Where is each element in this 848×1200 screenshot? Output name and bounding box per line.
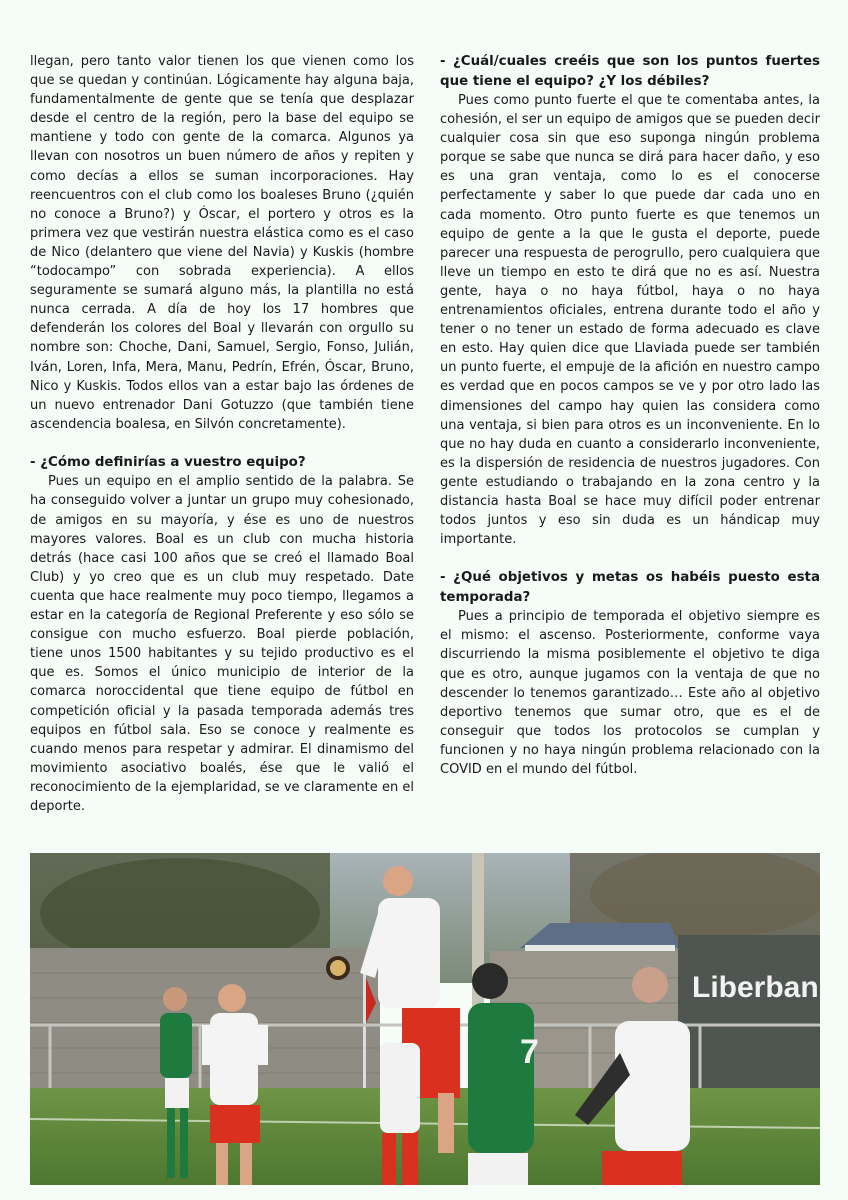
left-column	[30, 52, 414, 816]
jersey-number: 7	[520, 1033, 539, 1071]
question-season-goals: - ¿Qué objetivos y metas os habéis puesto esta temporada?	[440, 570, 820, 605]
pitch-grass	[30, 1088, 820, 1185]
question-team-definition: - ¿Cómo definirías a vuestro equipo?	[30, 454, 306, 470]
sponsor-banner-text: Liberban	[692, 971, 819, 1004]
answer-season-goals: Pues a principio de temporada el objetivo siempre es el mismo: el ascenso. Posteriormente, conforme vaya discurriendo la misma posiblemente el objetivo te diga que es otro, aunque jugamos con la ventaja de que no descender lo tenemos garantizado… Este año al objetivo deportivo tenemos que sumar otro, que es el de conseguir que todos los protocolos se cumplan y funcionen y no haya ningún problema relacionado con la COVID en el mundo del fútbol.	[440, 609, 820, 777]
question-strengths-weaknesses: - ¿Cuál/cuales creéis que son los puntos fuertes que tiene el equipo? ¿Y los débiles?	[440, 54, 820, 89]
right-column	[440, 52, 820, 779]
intro-paragraph: llegan, pero tanto valor tienen los que vienen como los que se quedan y continúan. Lógicamente hay alguna baja, fundamentalmente de gente que se tenía que desplazar desde el centro de la región, pero la base del equipo se mantiene y todo con gente de la comarca. Algunos ya llevan con nosotros un buen número de años y repiten y como decías a ellos se suman incorporaciones. Hay reencuentros con el club como los boaleses Bruno (¿quién no conoce a Bruno?) y Óscar, el portero y otros es la primera vez que vestirán nuestra elástica como es el caso de Nico (delantero que viene del Navia) y Kuskis (hombre “todocampo” con sobrada experiencia). A ellos seguramente se sumará alguno más, la plantilla no está nunca cerrada. A día de hoy los 17 hombres que defenderán los colores del Boal y llevarán con orgullo su nombre son: Choche, Dani, Samuel, Sergio, Fonso, Julián, Iván, Loren, Infa, Mera, Manu, Pedrín, Efrén, Óscar, Bruno, Nico y Kuskis. Todos ellos van a estar bajo las órdenes de un nuevo entrenador Dani Gotuzzo (que también tiene ascendencia boalesa, en Silvón concretamente).	[30, 54, 414, 432]
football-match-photo	[30, 853, 820, 1185]
answer-strengths-weaknesses: Pues como punto fuerte el que te comentaba antes, la cohesión, el ser un equipo de amigos que se pueden decir cualquier cosa sin que eso suponga ningún problema porque se sabe que nunca se dirá para hacer daño, y eso es una gran ventaja, como lo es el conocerse perfectamente y saber lo que puede dar cada uno en cada momento. Otro punto fuerte es que tenemos un equipo de gente a la que le gusta el deporte, puede parecer una respuesta de perogrullo, pero cualquiera que lleve un tiempo en esto te dirá que no es así. Nuestra gente, haya o no haya fútbol, haya o no haya entrenamientos oficiales, entrena durante todo el año y tener o no tener un estado de forma adecuado es clave en esto. Hay quien dice que Llaviada puede ser también un punto fuerte, el empuje de la afición en nuestro campo es verdad que en pocos campos se ve y por otro lado las dimensiones del campo hay quien las considera como una ventaja, si bien para otros es un inconveniente. En lo que no hay duda en cuanto a considerarlo inconveniente, es la dispersión de residencia de nuestros jugadores. Con gente estudiando o trabajando en la zona centro y la distancia hasta Boal se hace muy difícil poder entrenar todos juntos y eso sin duda es un hándicap muy importante.	[440, 93, 820, 548]
answer-team-definition: Pues un equipo en el amplio sentido de la palabra. Se ha conseguido volver a juntar un grupo muy cohesionado, de amigos en su mayoría, y ése es uno de nuestros mayores valores. Boal es un club con mucha historia detrás (hace casi 100 años que se creó el llamado Boal Club) y yo creo que es un club muy respetado. Date cuenta que hace realmente muy poco tiempo, llegamos a estar en la categoría de Regional Preferente y eso sólo se consigue con mucho esfuerzo. Boal pierde población, tiene unos 1500 habitantes y su tejido productivo es el que es. Somos el único municipio de interior de la comarca noroccidental que tiene equipo de fútbol en competición oficial y la pasada temporada además tres equipos en fútbol sala. Eso se conoce y realmente es cuando menos para respetar y admirar. El dinamismo del movimiento asociativo boalés, ése que le valió el reconocimiento de la ejemplaridad, se ve claramente en el deporte.	[30, 474, 414, 814]
